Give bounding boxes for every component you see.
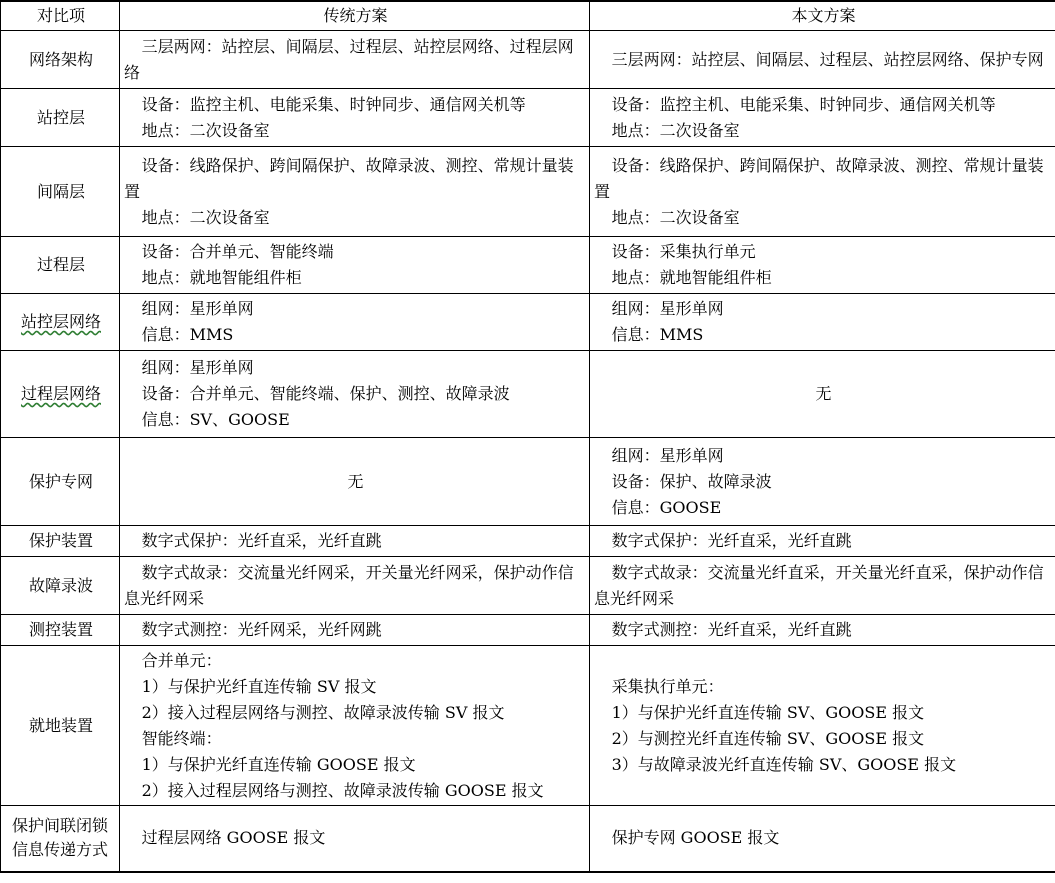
proposed-cell (590, 294, 1055, 351)
table-row (1, 237, 1055, 294)
cell-line: 数字式保护：光纤直采，光纤直跳 (611, 531, 852, 550)
traditional-cell (120, 237, 590, 294)
cell-line: 设备：监控主机、电能采集、时钟同步、通信网关机等 (141, 94, 526, 114)
cell-line: 信息：MMS (611, 325, 704, 344)
row-label: 保护装置 (1, 526, 120, 557)
table-row (1, 806, 1055, 872)
cell-line: 数字式测控：光纤网采，光纤网跳 (141, 620, 382, 639)
table-row (1, 646, 1055, 806)
traditional-cell (120, 615, 590, 646)
cell-line: 数字式故录：交流量光纤网采，开关量光纤网采，保护动作信息光纤网采 (124, 562, 574, 608)
cell-line: 地点：二次设备室 (141, 120, 270, 140)
cell-line: 智能终端： (141, 728, 222, 748)
table-row (1, 557, 1055, 615)
traditional-cell: 无 (120, 438, 590, 526)
row-label: 测控装置 (1, 615, 120, 646)
cell-line: 设备：合并单元、智能终端、保护、测控、故障录波 (141, 384, 510, 403)
row-label: 过程层 (1, 237, 120, 294)
cell-line: 设备：采集执行单元 (611, 242, 756, 261)
cell-line: 数字式故录：交流量光纤直采，开关量光纤直采，保护动作信息光纤网采 (594, 562, 1044, 608)
cell-line: 信息：GOOSE (611, 497, 722, 517)
row-label-text: 站控层网络 (20, 312, 101, 331)
cell-line: 设备：线路保护、跨间隔保护、故障录波、测控、常规计量装置 (124, 155, 574, 201)
cell-line: 2）与测控光纤直连传输 SV、GOOSE 报文 (611, 728, 925, 748)
cell-line: 地点：就地智能组件柜 (141, 268, 302, 287)
table-row (1, 615, 1055, 646)
proposed-cell (590, 237, 1055, 294)
table-row (1, 294, 1055, 351)
table-row (1, 351, 1055, 438)
row-label-text: 过程层网络 (20, 384, 101, 403)
traditional-cell (120, 646, 590, 806)
cell-line: 2）接入过程层网络与测控、故障录波传输 SV 报文 (141, 702, 505, 722)
cell-line: 地点：二次设备室 (611, 120, 740, 140)
traditional-cell (120, 557, 590, 615)
cell-line: 采集执行单元： (611, 676, 724, 696)
header-traditional: 传统方案 (120, 1, 590, 31)
cell-line: 组网：星形单网 (611, 299, 724, 318)
traditional-cell (120, 806, 590, 872)
cell-line: 组网：星形单网 (141, 299, 254, 318)
cell-line: 1）与保护光纤直连传输 SV 报文 (141, 676, 377, 696)
cell-line: 信息：SV、GOOSE (141, 410, 290, 429)
proposed-cell (590, 438, 1055, 526)
cell-line: 设备：监控主机、电能采集、时钟同步、通信网关机等 (611, 94, 996, 114)
traditional-cell (120, 294, 590, 351)
cell-line: 合并单元： (141, 650, 222, 670)
proposed-cell (590, 806, 1055, 872)
cell-line: 地点：就地智能组件柜 (611, 268, 772, 287)
row-label (1, 351, 120, 438)
row-label (1, 294, 120, 351)
table-row (1, 438, 1055, 526)
cell-line: 地点：二次设备室 (141, 207, 270, 227)
header-proposed: 本文方案 (590, 1, 1055, 31)
cell-line: 3）与故障录波光纤直连传输 SV、GOOSE 报文 (611, 754, 957, 774)
traditional-cell (120, 351, 590, 438)
proposed-cell (590, 557, 1055, 615)
row-label: 保护专网 (1, 438, 120, 526)
cell-line: 数字式测控：光纤直采，光纤直跳 (611, 620, 852, 639)
row-label: 就地装置 (1, 646, 120, 806)
row-label: 站控层 (1, 89, 120, 147)
cell-line: 设备：保护、故障录波 (611, 471, 772, 491)
row-label: 故障录波 (1, 557, 120, 615)
table-row (1, 89, 1055, 147)
cell-line: 保护专网 GOOSE 报文 (611, 828, 780, 848)
cell-line: 1）与保护光纤直连传输 SV、GOOSE 报文 (611, 702, 925, 722)
traditional-cell (120, 31, 590, 89)
proposed-cell (590, 147, 1055, 237)
cell-line: 过程层网络 GOOSE 报文 (141, 828, 326, 848)
table-row (1, 31, 1055, 89)
cell-line: 设备：线路保护、跨间隔保护、故障录波、测控、常规计量装置 (594, 155, 1044, 201)
proposed-cell: 无 (590, 351, 1055, 438)
header-item: 对比项 (1, 1, 120, 31)
traditional-cell (120, 89, 590, 147)
row-label: 间隔层 (1, 147, 120, 237)
cell-line: 组网：星形单网 (141, 358, 254, 377)
cell-line: 设备：合并单元、智能终端 (141, 242, 334, 261)
proposed-cell (590, 615, 1055, 646)
header-row (1, 1, 1055, 31)
traditional-cell (120, 526, 590, 557)
row-label-line: 信息传递方式 (11, 840, 108, 860)
proposed-cell (590, 89, 1055, 147)
row-label: 网络架构 (1, 31, 120, 89)
cell-line: 2）接入过程层网络与测控、故障录波传输 GOOSE 报文 (141, 780, 544, 800)
cell-line: 信息：MMS (141, 325, 234, 344)
cell-line: 三层两网：站控层、间隔层、过程层、站控层网络、过程层网络 (124, 36, 574, 82)
cell-line: 地点：二次设备室 (611, 207, 740, 227)
cell-line: 组网：星形单网 (611, 445, 724, 465)
row-label-line: 保护间联闭锁 (11, 816, 108, 836)
cell-line: 1）与保护光纤直连传输 GOOSE 报文 (141, 754, 416, 774)
proposed-cell (590, 646, 1055, 806)
row-label (1, 806, 120, 872)
proposed-cell (590, 31, 1055, 89)
proposed-cell (590, 526, 1055, 557)
table-row (1, 147, 1055, 237)
cell-line: 三层两网：站控层、间隔层、过程层、站控层网络、保护专网 (611, 49, 1044, 69)
table-row (1, 526, 1055, 557)
traditional-cell (120, 147, 590, 237)
cell-line: 数字式保护：光纤直采，光纤直跳 (141, 531, 382, 550)
